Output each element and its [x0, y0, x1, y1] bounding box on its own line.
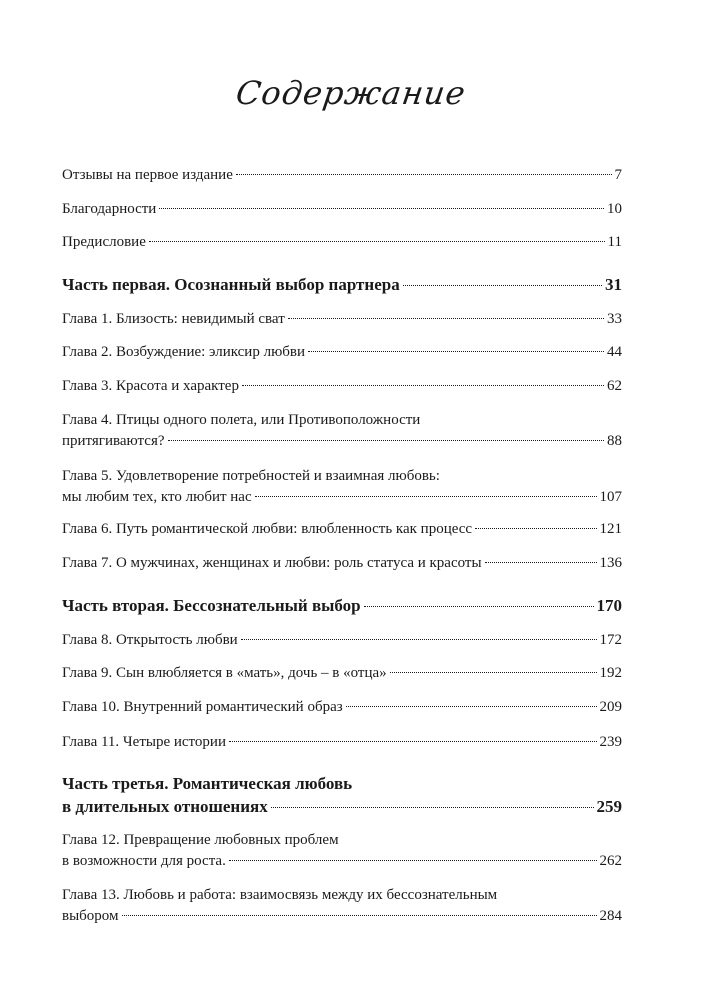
toc-page-number: 284	[599, 908, 622, 924]
toc-entry-title: в возможности для роста.	[62, 853, 226, 869]
leader-dots	[288, 318, 604, 319]
leader-dots	[346, 706, 597, 707]
toc-page-number: 107	[599, 489, 622, 505]
toc-page-number: 31	[605, 275, 622, 294]
leader-dots	[255, 496, 597, 497]
toc-chapter-7[interactable]	[62, 553, 622, 574]
toc-entry-title: Часть вторая. Бессознательный выбор	[62, 596, 361, 615]
toc-page-number: 172	[599, 632, 622, 648]
toc-part-3[interactable]	[62, 772, 622, 818]
leader-dots	[229, 741, 597, 742]
leader-dots	[159, 208, 604, 209]
toc-chapter-10[interactable]	[62, 697, 622, 718]
toc-chapter-11[interactable]	[62, 732, 622, 753]
leader-dots	[122, 915, 597, 916]
toc-page-number: 136	[599, 555, 622, 571]
toc-chapter-1[interactable]	[62, 309, 622, 330]
leader-dots	[168, 440, 605, 441]
toc-page-number: 170	[596, 596, 622, 615]
toc-entry-title: Глава 3. Красота и характер	[62, 378, 239, 394]
leader-dots	[364, 606, 594, 607]
toc-entry-title: Глава 6. Путь романтической любви: влюбленность как процесс	[62, 521, 473, 537]
toc-page-number: 7	[614, 167, 622, 183]
toc-entry-title: Часть первая. Осознанный выбор партнера	[62, 275, 400, 294]
toc-page-number: 88	[607, 433, 622, 449]
toc-page-number: 10	[607, 201, 622, 217]
toc-entry-title: Предисловие	[62, 234, 146, 250]
leader-dots	[241, 639, 597, 640]
toc-entry-title-line1: Глава 5. Удовлетворение потребностей и взаимная любовь:	[62, 468, 440, 484]
toc-entry-acknowledgements[interactable]	[62, 199, 622, 220]
toc-page-number: 259	[596, 797, 622, 816]
leader-dots	[308, 351, 604, 352]
leader-dots	[475, 528, 596, 529]
toc-entry-title-line1: Глава 4. Птицы одного полета, или Противоположности	[62, 412, 421, 428]
toc-entry-title: Глава 10. Внутренний романтический образ	[62, 699, 343, 715]
toc-page-number: 44	[607, 344, 622, 360]
toc-entry-title: Глава 8. Открытость любви	[62, 632, 238, 648]
leader-dots	[403, 285, 602, 286]
toc-chapter-13[interactable]	[62, 885, 622, 927]
leader-dots	[229, 860, 597, 861]
toc-chapter-3[interactable]	[62, 376, 622, 397]
leader-dots	[149, 241, 605, 242]
leader-dots	[271, 807, 594, 808]
toc-page-number: 239	[599, 734, 622, 750]
leader-dots	[390, 672, 597, 673]
toc-chapter-12[interactable]	[62, 830, 622, 872]
toc-chapter-4[interactable]	[62, 410, 622, 452]
leader-dots	[236, 174, 612, 175]
toc-entry-preface[interactable]	[62, 232, 622, 253]
toc-page-number: 192	[599, 665, 622, 681]
toc-entry-title: Глава 1. Близость: невидимый сват	[62, 311, 285, 327]
toc-entry-title: Глава 2. Возбуждение: эликсир любви	[62, 344, 306, 360]
toc-entry-title: в длительных отношениях	[62, 797, 268, 816]
toc-entry-reviews[interactable]	[62, 165, 622, 186]
toc-page-number: 11	[607, 234, 622, 250]
toc-entry-title: Глава 9. Сын влюбляется в «мать», дочь – в «отца»	[62, 665, 387, 681]
toc-entry-title: Глава 11. Четыре истории	[62, 734, 226, 750]
toc-chapter-9[interactable]	[62, 663, 622, 684]
toc-entry-title: мы любим тех, кто любит нас	[62, 489, 252, 505]
toc-entry-title-line1: Часть третья. Романтическая любовь	[62, 774, 353, 793]
toc-page-number: 209	[599, 699, 622, 715]
toc-entry-title: Благодарности	[62, 201, 157, 217]
toc-chapter-6[interactable]	[62, 519, 622, 540]
toc-page-number: 121	[599, 521, 622, 537]
toc-part-1[interactable]	[62, 273, 622, 296]
toc-page-number: 33	[607, 311, 622, 327]
page-title: Содержание	[233, 74, 469, 112]
leader-dots	[242, 385, 604, 386]
toc-entry-title: выбором	[62, 908, 119, 924]
toc-chapter-5[interactable]	[62, 466, 622, 508]
toc-entry-title: Глава 7. О мужчинах, женщинах и любви: роль статуса и красоты	[62, 555, 482, 571]
toc-entry-title-line1: Глава 12. Превращение любовных проблем	[62, 832, 339, 848]
toc-entry-title-line1: Глава 13. Любовь и работа: взаимосвязь между их бессознательным	[62, 887, 498, 903]
toc-part-2[interactable]	[62, 594, 622, 617]
toc-entry-title: притягиваются?	[62, 433, 165, 449]
toc-page-number: 62	[607, 378, 622, 394]
toc-page-number: 262	[599, 853, 622, 869]
leader-dots	[485, 562, 597, 563]
toc-chapter-2[interactable]	[62, 342, 622, 363]
toc-entry-title: Отзывы на первое издание	[62, 167, 233, 183]
toc-chapter-8[interactable]	[62, 630, 622, 651]
